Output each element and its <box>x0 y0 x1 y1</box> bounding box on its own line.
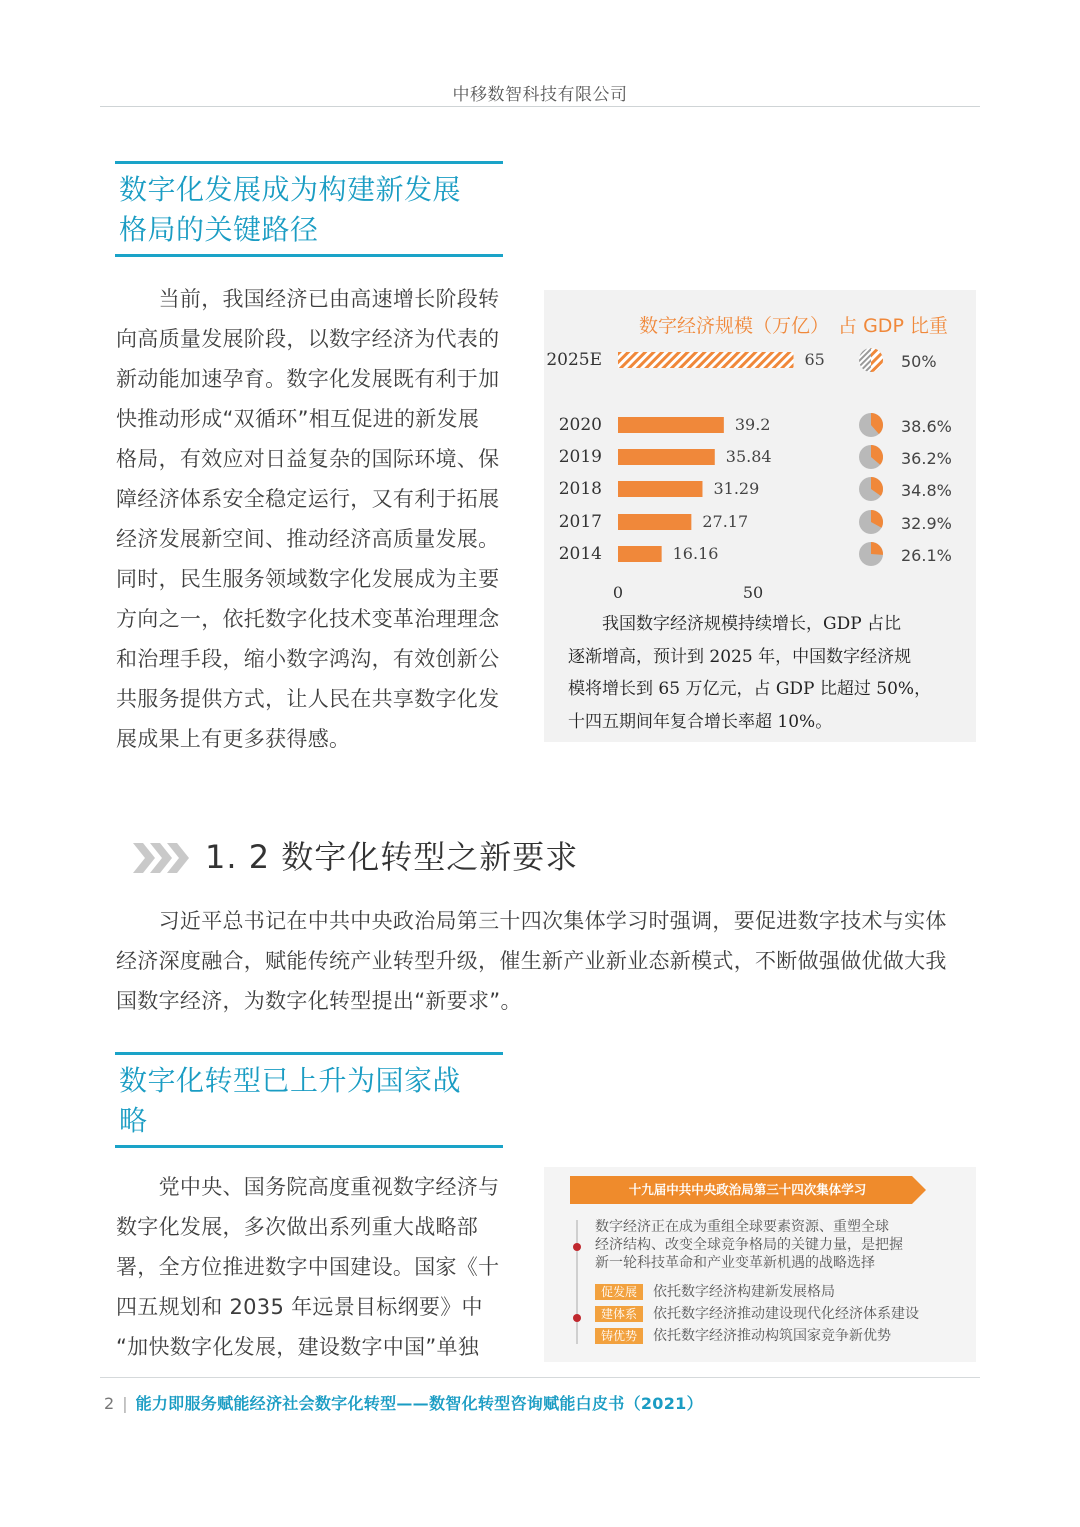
bar <box>618 449 715 465</box>
caption-line: 逐渐增高，预计到 2025 年，中国数字经济规 <box>568 646 912 667</box>
paragraph-line: 四五规划和 2035 年远景目标纲要》中 <box>116 1295 483 1319</box>
paragraph-line: 和治理手段，缩小数字鸿沟，有效创新公 <box>116 647 500 671</box>
infographic-items <box>595 1281 965 1347</box>
paragraph-line: 格局，有效应对日益复杂的国际环境、保 <box>116 447 500 471</box>
chart-title: 数字经济规模（万亿） <box>638 315 830 337</box>
bar <box>618 546 662 562</box>
paragraph-line: 新动能加速孕育。数字化发展既有利于加 <box>116 367 500 391</box>
footer-document-title: 能力即服务赋能经济社会数字化转型——数智化转型咨询赋能白皮书（2021） <box>135 1394 703 1413</box>
section-title-line-1: 数字化转型已上升为国家战 <box>119 1064 462 1097</box>
gdp-share-label: 26.1% <box>901 546 952 565</box>
chart-secondary-title: 占 GDP 比重 <box>838 315 948 337</box>
data-label: 16.16 <box>672 544 719 563</box>
data-label: 27.17 <box>702 512 749 531</box>
paragraph-line: “加快数字化发展，建设数字中国”单独 <box>116 1335 480 1359</box>
section2-paragraph <box>116 901 980 1021</box>
paragraph-line: 障经济体系安全稳定运行，又有利于拓展 <box>116 487 500 511</box>
data-label: 65 <box>804 350 825 369</box>
section-title-national-strategy <box>115 1052 503 1148</box>
paragraph-line: 数字化发展，多次做出系列重大战略部 <box>116 1215 479 1239</box>
footer-divider <box>100 1377 980 1378</box>
caption-line: 十四五期间年复合增长率超 10%。 <box>568 711 833 732</box>
chart-caption <box>568 608 968 738</box>
infographic-timeline-line <box>576 1220 578 1344</box>
gdp-share-label: 32.9% <box>901 514 952 533</box>
timeline-dot-icon <box>573 1243 581 1251</box>
paragraph-line: 国数字经济，为数字化转型提出“新要求”。 <box>116 989 522 1013</box>
bars-layer <box>546 350 825 564</box>
data-label: 35.84 <box>725 447 772 466</box>
bar <box>618 514 691 530</box>
infographic-item <box>595 1325 965 1347</box>
section-heading-1-2: 1. 2 数字化转型之新要求 <box>205 838 579 876</box>
bar <box>618 481 702 497</box>
paragraph-line: 署，全方位推进数字中国建设。国家《十 <box>116 1255 500 1279</box>
data-label: 39.2 <box>734 415 771 434</box>
category-label: 2019 <box>558 447 602 467</box>
paragraph-line: 展成果上有更多获得感。 <box>116 727 351 751</box>
pies-layer <box>859 348 952 566</box>
x-tick-label: 0 <box>612 583 624 602</box>
paragraph-line: 向高质量发展阶段，以数字经济为代表的 <box>116 327 500 351</box>
timeline-dot-icon <box>573 1314 581 1322</box>
category-label: 2014 <box>558 544 602 564</box>
section-title-line-2: 格局的关键路径 <box>119 213 319 246</box>
footer-separator: | <box>122 1394 128 1413</box>
category-label: 2018 <box>558 479 602 499</box>
header-company-name: 中移数智科技有限公司 <box>452 85 628 105</box>
section3-paragraph <box>116 1167 516 1367</box>
item-text: 依托数字经济推动建设现代化经济体系建设 <box>653 1306 920 1322</box>
infographic-line: 数字经济正在成为重组全球要素资源、重塑全球 <box>595 1219 889 1235</box>
paragraph-line: 经济发展新空间、推动经济高质量发展。 <box>116 527 500 551</box>
x-tick-label: 50 <box>742 583 764 602</box>
paragraph-line: 经济深度融合，赋能传统产业转型升级，催生新产业新业态新模式，不断做强做优做大我 <box>116 949 947 973</box>
paragraph-line: 方向之一，依托数字化技术变革治理理念 <box>116 607 500 631</box>
triple-chevron-icon <box>133 843 191 873</box>
infographic-line: 新一轮科技革命和产业变革新机遇的战略选择 <box>595 1255 875 1271</box>
section1-paragraph <box>116 279 516 759</box>
category-label: 2025E <box>546 350 602 370</box>
caption-line: 我国数字经济规模持续增长，GDP 占比 <box>568 614 902 634</box>
caption-line: 模将增长到 65 万亿元，占 GDP 比超过 50%， <box>568 679 932 699</box>
paragraph-line: 当前，我国经济已由高速增长阶段转 <box>116 287 500 311</box>
gdp-share-label: 34.8% <box>901 481 952 500</box>
data-label: 31.29 <box>713 479 760 498</box>
header-divider <box>100 106 980 107</box>
item-text: 依托数字经济构建新发展格局 <box>653 1284 836 1300</box>
section-title-line-1: 数字化发展成为构建新发展 <box>119 173 462 206</box>
gdp-share-label: 38.6% <box>901 417 952 436</box>
bar <box>618 352 794 368</box>
section-title-digital-development <box>115 161 503 257</box>
page-number: 2 <box>104 1394 115 1413</box>
item-text: 依托数字经济推动构筑国家竞争新优势 <box>653 1328 892 1344</box>
digital-economy-chart <box>544 290 976 610</box>
infographic-line: 经济结构、改变全球竞争格局的关键力量，是把握 <box>595 1237 903 1253</box>
paragraph-line: 共服务提供方式，让人民在共享数字化发 <box>116 687 500 711</box>
infographic-item <box>595 1303 965 1325</box>
page-footer <box>104 1392 703 1416</box>
bar <box>618 417 724 433</box>
infographic-statement <box>595 1218 965 1272</box>
section-title-line-2: 略 <box>119 1104 148 1137</box>
paragraph-line: 党中央、国务院高度重视数字经济与 <box>116 1175 500 1199</box>
pie-slice <box>871 348 883 372</box>
infographic-banner-text: 十九届中共中央政治局第三十四次集体学习 <box>628 1182 867 1197</box>
item-tag: 建体系 <box>595 1306 643 1322</box>
gdp-share-label: 36.2% <box>901 449 952 468</box>
category-label: 2020 <box>558 415 602 435</box>
paragraph-line: 习近平总书记在中共中央政治局第三十四次集体学习时强调，要促进数字技术与实体 <box>116 909 947 933</box>
category-label: 2017 <box>558 512 602 532</box>
gdp-share-label: 50% <box>901 352 937 371</box>
paragraph-line: 同时，民生服务领域数字化发展成为主要 <box>116 567 500 591</box>
item-tag: 促发展 <box>595 1284 643 1300</box>
paragraph-line: 快推动形成“双循环”相互促进的新发展 <box>116 407 480 431</box>
item-tag: 铸优势 <box>595 1328 643 1344</box>
pie-slice <box>871 542 883 555</box>
infographic-item <box>595 1281 965 1303</box>
